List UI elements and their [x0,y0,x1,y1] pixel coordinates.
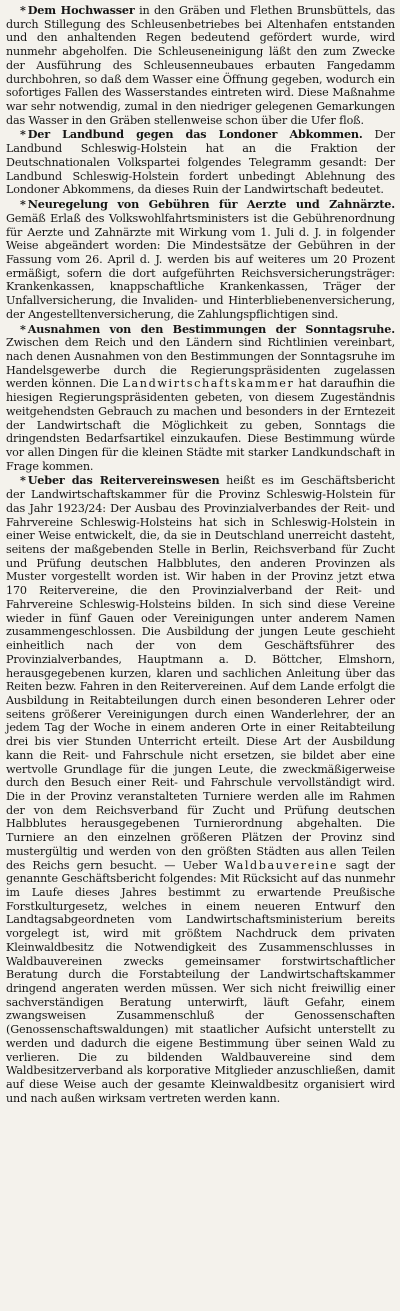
item-headline: Ausnahmen von den Bestimmungen der Sonntagsruhe. [27,321,395,336]
item-body-part-1: Zwischen dem Reich und den Ländern sind Richtlinien vereinbart, nach denen Ausnahmen von den Bestimmungen der Sonntagsruhe im Handelsgewerbe durch die Regierungspräsidenten zugelassen werden können. Die [6,336,395,391]
item-spaced-term: Landwirtschaftskammer [122,377,295,391]
news-item-hochwasser [6,4,395,127]
item-body: Gemäß Erlaß des Volkswohlfahrtsministers ist die Gebührenordnung für Aerzte und Zahnärzte mit Wirkung vom 1. Juli d. J. in folgender Weise abgeändert worden: Die Mindestsätze der Gebühren in der Fassung vom 26. April d. J. werden bis auf weiteres um 20 Prozent ermäßigt, sofern die dort aufgeführten Reichsversicherungsträger: Krankenkassen, knappschaftliche Krankenkassen, Träger der Unfallversicherung, die Invaliden- und Hinterbliebenenversicherung, der Angestelltenversicherung, die Zahlungspflichtigen sind. [6,211,395,321]
item-body-part-2: sagt der genannte Geschäftsbericht folgendes: Mit Rücksicht auf das nunmehr im Laufe dieses Jahres bestimmt zu erwartende Preußische Forstkulturgesetz, welches in einem neueren Entwurf den Landtagsabgeordneten vom Landwirtschaftsministerium bereits vorgelegt ist, wird mit größtem Nachdruck dem privaten Kleinwaldbesitz die Notwendigkeit des Zusammenschlusses in Waldbauvereinen zwecks gemeinsamer forstwirtschaftlicher Beratung durch die Forstabteilung der Landwirtschaftskammer dringend angeraten werden müssen. Wer sich nicht freiwillig einer sachverständigen Beratung unterwirft, läuft Gefahr, einem zwangsweisen Zusammenschluß der Genossenschaften (Genossenschaftswaldungen) mit staatlicher Aufsicht unterstellt zu werden und dadurch die eigene Bestimmung über seinen Wald zu verlieren. Die zu bildenden Waldbauvereine sind dem Waldbesitzerverband als korporative Mitglieder anzuschließen, damit auf diese Weise auch der gesamte Kleinwaldbesitz organisiert wird und nach außen wirksam vertreten werden kann. [6,858,395,1105]
item-star: * [20,197,26,212]
item-body: in den Gräben und Flethen Brunsbüttels, das durch Stillegung des Schleusenbetriebes bei Altenhafen entstanden und den anhaltenden Regen bedeutend gefördert wurde, wird nunmehr abgeholfen. Die Schleuseneinigung läßt den zum Zwecke der Ausführung des Schleusenneubaues erbauten Fangedamm durchbohren, so daß dem Wasser eine Öffnung gegeben, wodurch ein sofortiges Fallen des Wasserstandes eintreten wird. Diese Maßnahme war sehr notwendig, zumal in den niedriger gelegenen Gemarkungen das Wasser in den Gräben stellenweise schon über die Ufer floß. [6,4,396,127]
item-spaced-term: Waldbauvereine [224,858,339,872]
news-item-landbund [6,128,395,197]
item-headline: Neuregelung von Gebühren für Aerzte und Zahnärzte. [27,197,395,212]
item-body-part-1: heißt es im Geschäftsbericht der Landwirtschaftskammer für die Provinz Schleswig-Holstein für das Jahr 1923/24: Der Ausbau des Provinzialverbandes der Reit- und Fahrvereine Schleswig-Holsteins hat sich in Schleswig-Holstein in einer Weise entwickelt, die, da sie in Deutschland unerreicht dasteht, seitens der maßgebenden Stelle in Berlin, Reichsverband für Zucht und Prüfung deutschen Halbblutes, den anderen Provinzen als Muster vorgestellt worden ist. Wir haben in der Provinz jetzt etwa 170 Reitervereine, die den Provinzialverband der Reit- und Fahrvereine Schleswig-Holsteins bilden. In sich sind diese Vereine wieder in fünf Gauen oder Vereinigungen unter anderem Namen zusammengeschlossen. Die Ausbildung der jungen Leute geschieht einheitlich nach der von dem Geschäftsführer des Provinzialverbandes, Hauptmann a. D. Böttcher, Elmshorn, herausgegebenen kurzen, klaren und sachlichen Anleitung über das Reiten bezw. Fahren in den Reitervereinen. Auf dem Lande erfolgt die Ausbildung in Reitabteilungen durch einen besonderen Lehrer oder seitens größerer Vereinigungen durch einen Wanderlehrer, der an jedem Tag der Woche in einem anderen Orte in einer Reitabteilung drei bis vier Stunden Unterricht erteilt. Diese Art der Ausbildung kann die Reit- und Fahrschule nicht ersetzen, sie bildet aber eine wertvolle Grundlage für die jungen Leute, die zweckmäßigerweise durch den Besuch einer Reit- und Fahrschule vervollständigt wird. Die in der Provinz veranstalteten Turniere werden alle im Rahmen der von dem Reichsverband für Zucht und Prüfung deutschen Halbblutes herausgegebenen Turnierordnung abgehalten. Die Turniere an den einzelnen größeren Plätzen der Provinz sind mustergültig und werden von den größten Städten aus allen Teilen des Reichs gern besucht. — Ueber [6,474,395,872]
item-body-part-2: hat daraufhin die hiesigen Regierungspräsidenten gebeten, von diesem Zugeständnis weitgehendsten Gebrauch zu machen und besonders in der Erntezeit der Landwirtschaft die Möglichkeit zu geben, Sonntags die dringendsten Bedarfsartikel einzukaufen. Diese Bestimmung würde vor allen Dingen für die kleinen Städte mit starker Landkundschaft in Frage kommen. [6,377,395,473]
item-star: * [20,321,26,336]
item-star: * [20,127,26,142]
news-item-gebuehren [6,198,395,321]
news-item-reitervereinswesen [6,474,395,1105]
item-headline: Ueber das Reitervereinswesen [27,473,220,488]
item-star: * [20,3,26,17]
item-body: Der Landbund Schleswig-Holstein hat an die Fraktion der Deutschnationalen Volkspartei folgendes Telegramm gesandt: Der Landbund Schleswig-Holstein fordert unbedingt Ablehnung des Londoner Abkommens, da dieses Ruin der Landwirtschaft bedeutet. [6,128,395,197]
news-item-sonntagsruhe [6,323,395,474]
item-headline: Dem Hochwasser [27,3,135,17]
item-star: * [20,473,26,488]
item-headline: Der Landbund gegen das Londoner Abkommen. [27,127,363,142]
